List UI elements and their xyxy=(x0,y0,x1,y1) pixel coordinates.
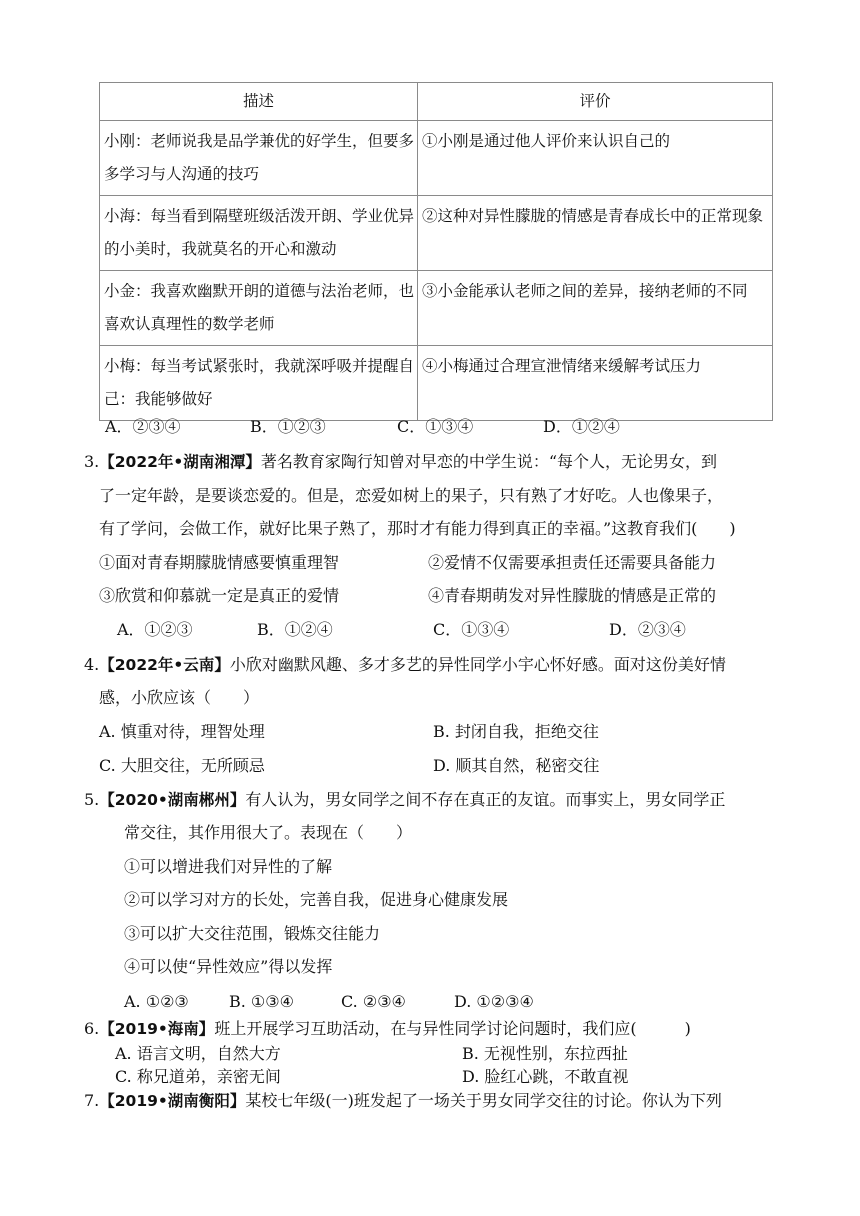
question-3-option-a: A．①②③ xyxy=(117,620,193,639)
table-cell-evaluation: ③小金能承认老师之间的差异，接纳老师的不同 xyxy=(418,271,773,346)
q2-option-d: D．①②④ xyxy=(543,417,620,436)
table-cell-evaluation: ②这种对异性朦胧的情感是青春成长中的正常现象 xyxy=(418,196,773,271)
question-source: 【2020•湖南郴州】 xyxy=(99,791,246,809)
question-4-option-c: C. 大胆交往，无所顾忌 xyxy=(99,756,265,775)
question-text: 小欣对幽默风趣、多才多艺的异性同学小宇心怀好感。面对这份美好情 xyxy=(229,655,726,674)
question-number: 6. xyxy=(84,1019,100,1038)
table-cell-evaluation: ④小梅通过合理宣泄情绪来缓解考试压力 xyxy=(418,346,773,421)
question-number: 3. xyxy=(84,452,100,471)
question-5-stem-line2: 常交往，其作用很大了。表现在（ ） xyxy=(124,823,413,842)
table-row xyxy=(100,346,773,421)
table-header-row xyxy=(100,83,773,121)
question-5-statement-3: ③可以扩大交往范围，锻炼交往能力 xyxy=(124,924,381,943)
q2-option-a: A．②③④ xyxy=(105,417,181,436)
evaluation-table xyxy=(99,82,773,421)
question-number: 4. xyxy=(84,655,100,674)
question-3-option-b: B．①②④ xyxy=(257,620,333,639)
table-cell-evaluation: ①小刚是通过他人评价来认识自己的 xyxy=(418,121,773,196)
question-6-option-b: B. 无视性别，东拉西扯 xyxy=(462,1044,628,1063)
question-4-option-a: A. 慎重对待，理智处理 xyxy=(99,722,265,741)
question-text: 著名教育家陶行知曾对早恋的中学生说：“每个人，无论男女，到 xyxy=(260,452,718,471)
question-source: 【2019•湖南衡阳】 xyxy=(99,1092,246,1110)
table-header-evaluation: 评价 xyxy=(418,83,773,121)
q2-option-c: C．①③④ xyxy=(397,417,474,436)
question-3-statement-4: ④青春期萌发对异性朦胧的情感是正常的 xyxy=(428,586,717,605)
question-6-option-d: D. 脸红心跳，不敢直视 xyxy=(462,1067,629,1086)
question-5-option-c: C. ②③④ xyxy=(341,992,406,1011)
question-3-option-c: C．①③④ xyxy=(433,620,510,639)
question-text: 某校七年级(一)班发起了一场关于男女同学交往的讨论。你认为下列 xyxy=(245,1091,722,1110)
q2-option-b: B．①②③ xyxy=(250,417,326,436)
question-3-stem-line3: 有了学问，会做工作，就好比果子熟了，那时才有能力得到真正的幸福。”这教育我们( ) xyxy=(99,519,736,538)
question-7-stem-line1 xyxy=(84,1090,722,1112)
question-4-stem-line2: 感，小欣应该（ ） xyxy=(99,688,260,707)
question-3-statement-2: ②爱情不仅需要承担责任还需要具备能力 xyxy=(428,553,717,572)
question-source: 【2022年•湖南湘潭】 xyxy=(99,453,261,471)
question-4-option-d: D. 顺其自然，秘密交往 xyxy=(433,756,600,775)
question-4-option-b: B. 封闭自我，拒绝交往 xyxy=(433,722,599,741)
question-text: 班上开展学习互助活动，在与异性同学讨论问题时，我们应( ) xyxy=(214,1019,691,1038)
question-5-option-a: A. ①②③ xyxy=(124,992,189,1011)
table-cell-description: 小金：我喜欢幽默开朗的道德与法治老师，也喜欢认真理性的数学老师 xyxy=(100,271,418,346)
question-6-option-a: A. 语言文明，自然大方 xyxy=(115,1044,281,1063)
question-3-option-d: D．②③④ xyxy=(609,620,686,639)
question-5-statement-1: ①可以增进我们对异性的了解 xyxy=(124,857,333,876)
question-number: 5. xyxy=(84,790,100,809)
question-text: 有人认为，男女同学之间不存在真正的友谊。而事实上，男女同学正 xyxy=(245,790,726,809)
table-row xyxy=(100,121,773,196)
table-cell-description: 小海：每当看到隔壁班级活泼开朗、学业优异的小美时，我就莫名的开心和激动 xyxy=(100,196,418,271)
question-3-stem-line2: 了一定年龄，是要谈恋爱的。但是，恋爱如树上的果子，只有熟了才好吃。人也像果子， xyxy=(99,486,724,505)
question-source: 【2019•海南】 xyxy=(99,1020,215,1038)
question-5-option-b: B. ①③④ xyxy=(229,992,294,1011)
question-source: 【2022年•云南】 xyxy=(99,656,230,674)
question-6-stem-line1 xyxy=(84,1018,691,1040)
question-4-stem-line1 xyxy=(84,654,726,676)
question-5-statement-4: ④可以使“异性效应”得以发挥 xyxy=(124,957,333,976)
table-row xyxy=(100,196,773,271)
question-6-option-c: C. 称兄道弟，亲密无间 xyxy=(115,1067,281,1086)
question-3-statement-3: ③欣赏和仰慕就一定是真正的爱情 xyxy=(99,586,340,605)
table-header-description: 描述 xyxy=(100,83,418,121)
question-3-statement-1: ①面对青春期朦胧情感要慎重理智 xyxy=(99,553,340,572)
table-cell-description: 小刚：老师说我是品学兼优的好学生，但要多多学习与人沟通的技巧 xyxy=(100,121,418,196)
question-3-stem-line1 xyxy=(84,451,717,473)
question-5-stem-line1 xyxy=(84,789,725,811)
table-cell-description: 小梅：每当考试紧张时，我就深呼吸并提醒自己：我能够做好 xyxy=(100,346,418,421)
table-row xyxy=(100,271,773,346)
question-number: 7. xyxy=(84,1091,100,1110)
question-5-statement-2: ②可以学习对方的长处，完善自我，促进身心健康发展 xyxy=(124,890,509,909)
question-5-option-d: D. ①②③④ xyxy=(454,992,534,1011)
